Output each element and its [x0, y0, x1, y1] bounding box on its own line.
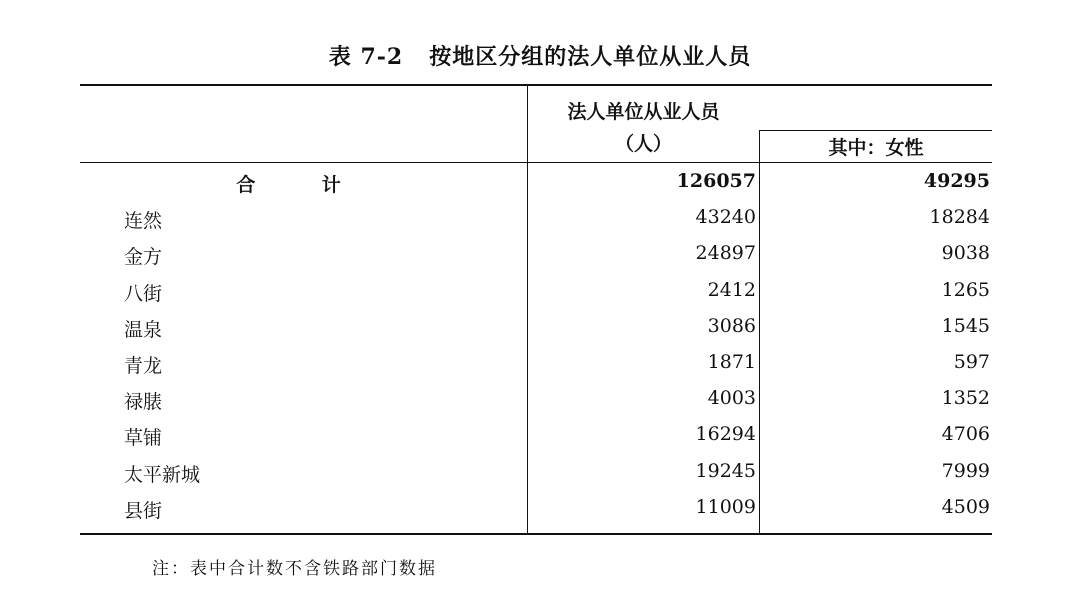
- row-female: 7999: [941, 459, 990, 482]
- row-female: 49295: [923, 170, 990, 192]
- row-name: 金方: [124, 246, 163, 269]
- row-name: 八街: [124, 282, 163, 305]
- row-employees: 1871: [707, 350, 756, 373]
- header-employees-label: 法人单位从业人员: [567, 101, 720, 123]
- table-row: [80, 347, 992, 383]
- row-name: 温泉: [124, 318, 163, 341]
- table-row: [80, 311, 992, 347]
- table-row: [80, 492, 992, 528]
- row-female: 9038: [941, 242, 990, 265]
- row-employees: 3086: [707, 314, 756, 337]
- table-body: [80, 166, 992, 528]
- row-name: 青龙: [124, 354, 163, 377]
- header-rule: [80, 162, 992, 163]
- row-employees: 24897: [695, 242, 756, 265]
- row-name: 连然: [124, 210, 163, 233]
- row-female: 1545: [941, 314, 990, 337]
- header-employees: [528, 96, 759, 160]
- row-name: 太平新城: [124, 463, 201, 486]
- table-row: [80, 456, 992, 492]
- row-female: 1352: [941, 387, 990, 410]
- header-employees-unit: （人）: [614, 133, 672, 155]
- row-female: 1265: [941, 278, 990, 301]
- table-title-text: 按地区分组的法人单位从业人员: [429, 44, 752, 70]
- row-name: 草铺: [124, 427, 163, 450]
- row-female: 4509: [941, 495, 990, 518]
- table-row: [80, 238, 992, 274]
- row-female: 18284: [929, 206, 990, 229]
- bottom-rule: [80, 533, 992, 535]
- row-employees: 43240: [695, 206, 756, 229]
- subheader-rule: [759, 130, 992, 131]
- header-female: 其中：女性: [828, 137, 924, 159]
- row-name: 县街: [124, 499, 163, 522]
- table-row: [80, 275, 992, 311]
- row-female: 4706: [941, 423, 990, 446]
- table-title: [0, 40, 1080, 71]
- row-employees: 2412: [707, 278, 756, 301]
- row-employees: 19245: [695, 459, 756, 482]
- row-employees: 4003: [707, 387, 756, 410]
- top-rule: [80, 84, 992, 86]
- table-row: [80, 383, 992, 419]
- table-row-total: [80, 166, 992, 202]
- table-row: [80, 419, 992, 455]
- table-row: [80, 202, 992, 238]
- row-employees: 11009: [695, 495, 756, 518]
- row-female: 597: [953, 350, 990, 373]
- row-employees: 16294: [695, 423, 756, 446]
- table-code: 表 7-2: [328, 44, 404, 70]
- row-name: 禄脿: [124, 391, 163, 414]
- row-employees: 126057: [676, 170, 756, 192]
- table-note: 注：表中合计数不含铁路部门数据: [152, 559, 437, 579]
- row-name: 合 计: [236, 174, 371, 196]
